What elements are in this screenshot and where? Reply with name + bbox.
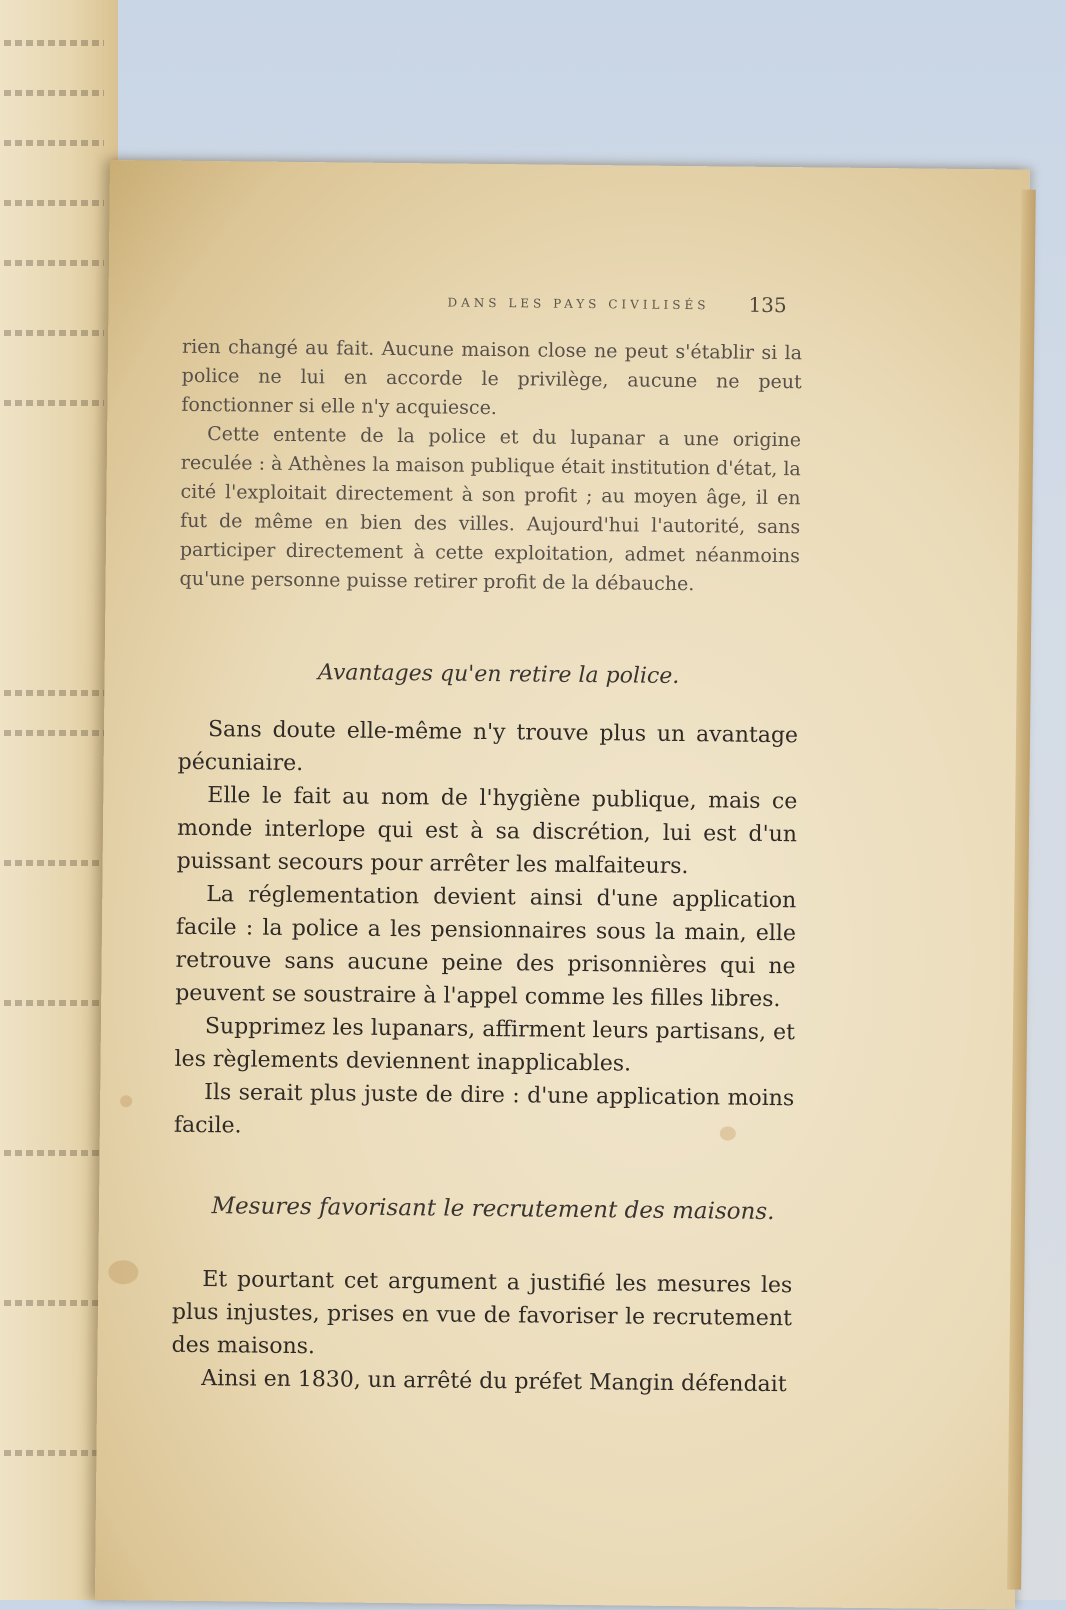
page-edge xyxy=(1007,190,1036,1590)
paragraph: La réglementation devient ainsi d'une application facile : la police a les pensionnaires sous la main, elle retrouve sans aucune peine des prisonnières qui ne peuvent se soustraire à l'appel comme les filles libres. xyxy=(175,882,797,1013)
paragraph: Ainsi en 1830, un arrêté du préfet Mangin défendait xyxy=(201,1366,787,1398)
paragraph: Elle le fait au nom de l'hygiène publique, mais ce monde interlope qui est à sa discrétion, lui est d'un puissant secours pour arrêter les malfaiteurs. xyxy=(176,783,798,880)
paragraph: Cette entente de la police et du lupanar a une origine reculée : à Athènes la maison publique était institution d'état, la cité l'exploitait directement à son profit ; au moyen âge, il en fut de même en bien des villes. Aujourd'hui l'autorité, sans participer directement à cette exploitation, admet néanmoins qu'une personne puisse retirer profit de la débauche. xyxy=(179,423,802,596)
paragraph-block-2 xyxy=(174,713,798,1148)
book-page xyxy=(95,160,1030,1610)
running-head: DANS LES PAYS CIVILISÉS xyxy=(447,295,710,313)
paragraph: Supprimez les lupanars, affirment leurs partisans, et les règlements deviennent inapplicables. xyxy=(174,1014,796,1077)
paragraph: rien changé au fait. Aucune maison close ne peut s'établir si la police ne lui en accorde le privilège, aucune ne peut fonctionner si elle n'y acquiesce. xyxy=(181,335,803,420)
paragraph-block-3 xyxy=(171,1263,792,1401)
page-number: 135 xyxy=(748,292,787,318)
paragraph: Sans doute elle-même n'y trouve plus un avantage pécuniaire. xyxy=(177,717,799,777)
section-heading: Mesures favorisant le recrutement des maisons. xyxy=(211,1193,775,1226)
section-heading: Avantages qu'en retire la police. xyxy=(317,660,680,689)
paragraph: Ils serait plus juste de dire : d'une application moins facile. xyxy=(173,1080,795,1139)
paragraph-block-1 xyxy=(179,333,802,600)
paragraph: Et pourtant cet argument a justifié les mesures les plus injustes, prises en vue de favoriser le recrutement des maisons. xyxy=(171,1267,793,1360)
